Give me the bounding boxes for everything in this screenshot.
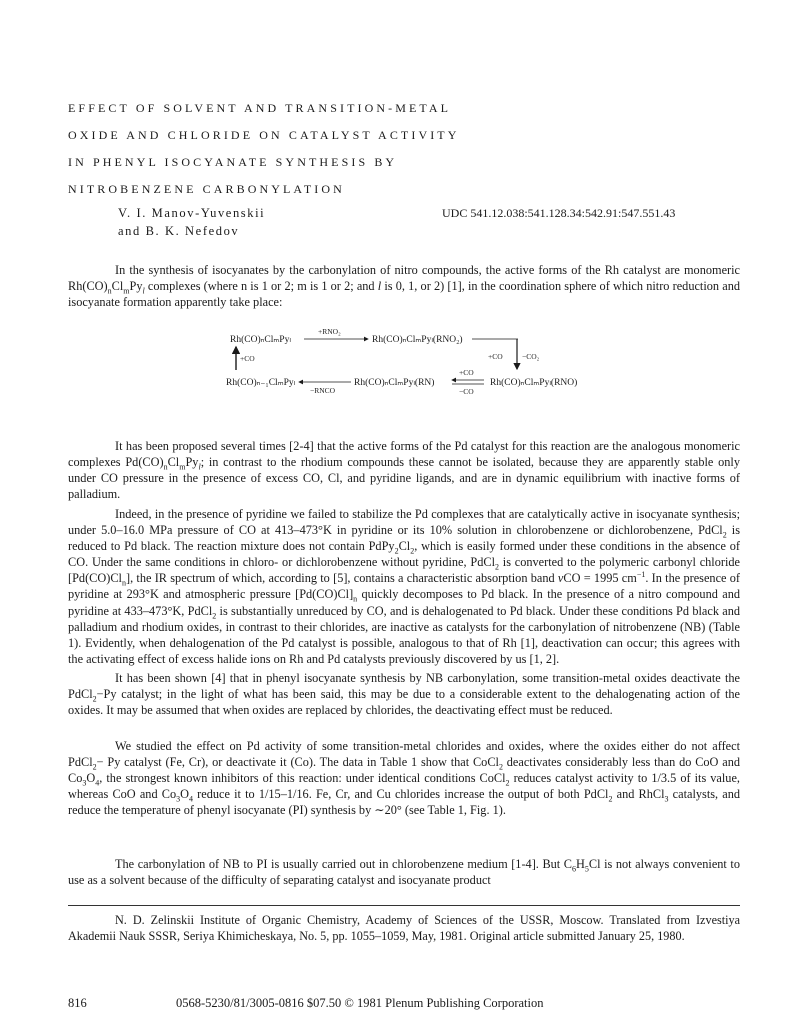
scheme-row2-left: Rh(CO)ₙ₋₁ClₘPyₗ <box>226 378 296 388</box>
page-number: 816 <box>68 996 87 1010</box>
footnote-divider <box>68 905 740 906</box>
footnote: N. D. Zelinskii Institute of Organic Chemistry, Academy of Sciences of the USSR, Moscow. Translated from Izvestiya Akademii Nauk SSSR, Seriya Khimicheskaya, No. 5, pp. 1055–1059, May, 1981. Original article submitted January 25, 1980. <box>68 913 740 943</box>
scheme-right-vertical-co: +CO <box>488 352 503 361</box>
scheme-equilibrium-top-label: +CO <box>459 368 474 377</box>
article-title <box>68 95 528 203</box>
paragraph-3: Indeed, in the presence of pyridine we failed to stabilize the Pd complexes that are catalytically active in isocyanate synthesis; under 5.0–16.0 MPa pressure of CO at 413–473°K in pyridine or its 10% solution in chlorobenzene or dichlorobenzene, PdCl$_2$ is reduced to Pd black. The reaction mixture does not contain $PdPy_2Cl_2$, which is easily formed under these conditions in the absence of CO. Under the same conditions in chloro- or dichlorobenzene without pyridine, PdCl$_2$ is converted to the polymeric carbonyl chloride $[Pd(CO)Cl_n]$, the IR spectrum of which, according to [5], contains a characteristic absorption band νCO = 1995 $cm^{-1}$. In the presence of pyridine at 293°K and atmospheric pressure $[Pd(CO)Cl]_n$ quickly decomposes to Pd black. In the presence of a nitro compound and pyridine at 433–473°K, PdCl$_2$ is substantially unreduced by CO, and is dehalogenated to Pd black. Under these conditions Pd black and palladium and rhodium oxides, in contrast to their chlorides, are inactive as catalysts for the carbonylation of nitrobenzene (NB) (Table 1). Evidently, when dehalogenation of the Pd catalyst is possible, analogous to that of Rh [1], deactivation can occur; this agrees with the activating effect of excess halide ions on Rh and Pd catalysts previously discovered by us [1, 2]. <box>68 507 741 666</box>
scheme-arrow-rno2-label: +RNO₂ <box>318 327 341 336</box>
udc-code: UDC 541.12.038:541.128.34:542.91:547.551.43 <box>442 206 676 220</box>
paragraph-4: It has been shown [4] that in phenyl isocyanate synthesis by NB carbonylation, some transition-metal oxides deactivate the PdCl$_2$−Py catalyst; in the light of what has been said, this may be due to a considerable extent to the dehalogenating action of the oxides. It may be assumed that when oxides are replaced by chlorides, the deactivating effect must be reduced. <box>68 671 740 718</box>
author-line-1: V. I. Manov-Yuvenskii <box>118 206 266 220</box>
title-line-3: IN PHENYL ISOCYANATE SYNTHESIS BY <box>68 155 398 169</box>
author-line-2: and B. K. Nefedov <box>118 224 240 238</box>
title-line-2: OXIDE AND CHLORIDE ON CATALYST ACTIVITY <box>68 128 460 142</box>
paragraph-1: In the synthesis of isocyanates by the carbonylation of nitro compounds, the active forms of the Rh catalyst are monomeric $Rh(CO)_nCl_mPy_l$ complexes (where n is 1 or 2; m is 1 or 2; and l is 0, 1, or 2) [1], in the coordination sphere of which nitro reduction and isocyanate formation apparently take place: <box>68 263 740 310</box>
scheme-row1-left: Rh(CO)ₙClₘPyₗ <box>230 335 291 345</box>
scheme-left-vertical-co: +CO <box>240 354 255 363</box>
paragraph-5: We studied the effect on Pd activity of some transition-metal chlorides and oxides, where the oxides either do not affect PdCl$_2$− Py catalyst (Fe, Cr), or deactivate it (Co). The data in Table 1 show that CoCl$_2$ deactivates considerably less than do CoO and $Co_3O_4$, the strongest known inhibitors of this reaction: under identical conditions CoCl$_2$ reduces catalyst activity to 1/3.5 of its value, whereas CoO and $Co_3O_4$ reduce it to 1/15–1/16. Fe, Cr, and Cu chlorides increase the output of both PdCl$_2$ and RhCl$_3$ catalysts, and reduce the temperature of phenyl isocyanate (PI) synthesis by ∼20° (see Table 1, Fig. 1). <box>68 739 741 818</box>
scheme-row2-right: Rh(CO)ₙClₘPyₗ(RNO) <box>490 378 578 388</box>
title-line-4: NITROBENZENE CARBONYLATION <box>68 182 345 196</box>
scheme-right-vertical-co2: −CO₂ <box>522 352 540 361</box>
paragraph-6: The carbonylation of NB to PI is usually carried out in chlorobenzene medium [1-4]. But $C_6H_5Cl$ is not always convenient to use as a solvent because of the difficulty of separating catalyst and isocyanate product <box>68 857 740 888</box>
title-line-1: EFFECT OF SOLVENT AND TRANSITION-METAL <box>68 101 452 115</box>
authors <box>118 204 265 240</box>
copyright-line: 0568-5230/81/3005-0816 $07.50 © 1981 Plenum Publishing Corporation <box>176 996 544 1010</box>
scheme-equilibrium-bottom-label: −CO <box>459 387 474 396</box>
scheme-row1-right: Rh(CO)ₙClₘPyₗ(RNO₂) <box>372 335 463 345</box>
reaction-scheme <box>200 325 620 407</box>
paragraph-2: It has been proposed several times [2-4] that the active forms of the Pd catalyst for this reaction are the analogous monomeric complexes $Pd(CO)_nCl_mPy_l$; in contrast to the rhodium compounds these cannot be isolated, because they are apparently stable only under CO pressure in the presence of excess CO, Cl, and pyridine ligands, and are in dynamic equilibrium with inactive forms of palladium. <box>68 439 740 502</box>
scheme-arrow-rnco-label: −RNCO <box>310 386 336 395</box>
scheme-row2-middle: Rh(CO)ₙClₘPyₗ(RN) <box>354 378 435 388</box>
